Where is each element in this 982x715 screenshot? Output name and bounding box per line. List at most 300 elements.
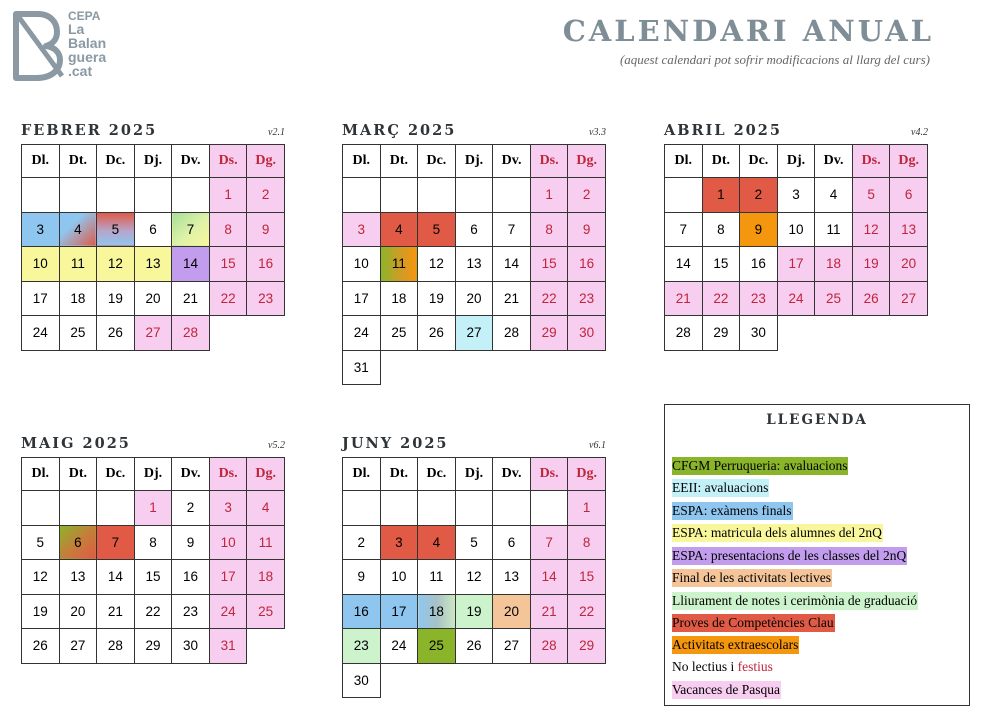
day-cell: 5 <box>97 212 135 247</box>
day-cell: 21 <box>97 594 135 629</box>
day-cell: 12 <box>455 560 493 595</box>
calendar-grid <box>342 457 606 698</box>
legend-item: Activitats extraescolars <box>672 637 799 652</box>
weekday-header-row <box>665 145 928 178</box>
weekday-label: Dg. <box>568 145 606 178</box>
blank-day-cell <box>59 491 97 526</box>
week-row <box>22 560 285 595</box>
blank-day-cell <box>380 491 418 526</box>
weekday-label: Dt. <box>702 145 740 178</box>
day-cell: 27 <box>493 629 531 664</box>
day-cell: 14 <box>665 247 703 282</box>
blank-day-cell <box>530 491 568 526</box>
empty-cell <box>418 350 456 385</box>
day-cell: 2 <box>172 491 210 526</box>
day-cell: 11 <box>59 247 97 282</box>
day-cell: 6 <box>134 212 172 247</box>
day-cell: 10 <box>209 525 247 560</box>
day-cell: 22 <box>134 594 172 629</box>
legend-item: Vacances de Pasqua <box>672 682 780 697</box>
day-cell: 26 <box>418 316 456 351</box>
day-cell: 15 <box>209 247 247 282</box>
weekday-label: Dv. <box>172 145 210 178</box>
week-row <box>343 663 606 698</box>
day-cell: 27 <box>890 281 928 316</box>
day-cell: 22 <box>702 281 740 316</box>
day-cell: 5 <box>418 212 456 247</box>
blank-day-cell <box>22 178 60 213</box>
empty-cell <box>568 350 606 385</box>
logo-mark-icon <box>10 10 68 82</box>
weekday-label: Dt. <box>59 145 97 178</box>
legend-item: ESPA: presentacions de les classes del 2nQ <box>672 548 907 563</box>
day-cell: 2 <box>343 525 381 560</box>
legend <box>664 404 970 706</box>
empty-cell <box>209 316 247 351</box>
day-cell: 10 <box>777 212 815 247</box>
month-febrer <box>21 118 285 351</box>
day-cell: 25 <box>247 594 285 629</box>
day-cell: 1 <box>702 178 740 213</box>
month-version: v4.2 <box>911 127 928 138</box>
weekday-label: Dv. <box>172 458 210 491</box>
weekday-label: Dc. <box>740 145 778 178</box>
weekday-label: Dj. <box>134 458 172 491</box>
day-cell: 9 <box>247 212 285 247</box>
legend-item: ESPA: exàmens finals <box>672 503 792 518</box>
day-cell: 11 <box>380 247 418 282</box>
day-cell: 3 <box>343 212 381 247</box>
month-title: FEBRER 2025 <box>21 122 158 139</box>
day-cell: 22 <box>568 594 606 629</box>
day-cell: 24 <box>343 316 381 351</box>
day-cell: 13 <box>134 247 172 282</box>
blank-day-cell <box>172 178 210 213</box>
legend-item: Proves de Competències Clau <box>672 615 834 630</box>
day-cell: 19 <box>455 594 493 629</box>
day-cell: 28 <box>172 316 210 351</box>
weekday-label: Ds. <box>530 458 568 491</box>
blank-day-cell <box>134 178 172 213</box>
day-cell: 19 <box>97 281 135 316</box>
day-cell: 21 <box>172 281 210 316</box>
blank-day-cell <box>343 491 381 526</box>
day-cell: 5 <box>852 178 890 213</box>
week-row <box>22 316 285 351</box>
day-cell: 28 <box>493 316 531 351</box>
week-row <box>343 491 606 526</box>
weekday-label: Dj. <box>455 458 493 491</box>
weekday-label: Dt. <box>59 458 97 491</box>
week-row <box>22 212 285 247</box>
blank-day-cell <box>418 491 456 526</box>
day-cell: 13 <box>890 212 928 247</box>
empty-cell <box>455 663 493 698</box>
blank-day-cell <box>493 491 531 526</box>
day-cell: 19 <box>418 281 456 316</box>
day-cell: 3 <box>22 212 60 247</box>
day-cell: 21 <box>530 594 568 629</box>
day-cell: 28 <box>97 629 135 664</box>
day-cell: 17 <box>380 594 418 629</box>
day-cell: 8 <box>702 212 740 247</box>
day-cell: 30 <box>740 316 778 351</box>
day-cell: 6 <box>890 178 928 213</box>
month-version: v5.2 <box>268 440 285 451</box>
week-row <box>22 629 285 664</box>
day-cell: 9 <box>740 212 778 247</box>
day-cell: 14 <box>172 247 210 282</box>
day-cell: 23 <box>568 281 606 316</box>
day-cell: 11 <box>418 560 456 595</box>
blank-day-cell <box>418 178 456 213</box>
month-version: v6.1 <box>589 440 606 451</box>
week-row <box>665 281 928 316</box>
weekday-label: Dc. <box>418 458 456 491</box>
week-row <box>343 281 606 316</box>
weekday-header-row <box>22 145 285 178</box>
empty-cell <box>455 350 493 385</box>
day-cell: 5 <box>455 525 493 560</box>
day-cell: 24 <box>777 281 815 316</box>
day-cell: 23 <box>740 281 778 316</box>
day-cell: 8 <box>134 525 172 560</box>
day-cell: 25 <box>59 316 97 351</box>
weekday-label: Dl. <box>343 458 381 491</box>
day-cell: 16 <box>343 594 381 629</box>
day-cell: 12 <box>22 560 60 595</box>
legend-item: Final de les activitats lectives <box>672 570 831 585</box>
day-cell: 31 <box>209 629 247 664</box>
weekday-label: Dv. <box>493 145 531 178</box>
month-marc <box>342 118 606 385</box>
day-cell: 4 <box>815 178 853 213</box>
day-cell: 6 <box>59 525 97 560</box>
week-row <box>343 629 606 664</box>
blank-day-cell <box>97 178 135 213</box>
logo-text-guera: guera <box>68 49 107 65</box>
day-cell: 12 <box>97 247 135 282</box>
day-cell: 25 <box>418 629 456 664</box>
day-cell: 28 <box>530 629 568 664</box>
day-cell: 14 <box>97 560 135 595</box>
weekday-label: Dl. <box>343 145 381 178</box>
day-cell: 9 <box>343 560 381 595</box>
day-cell: 22 <box>530 281 568 316</box>
page-title: CALENDARI ANUAL <box>562 14 934 48</box>
day-cell: 4 <box>59 212 97 247</box>
day-cell: 15 <box>530 247 568 282</box>
week-row <box>343 316 606 351</box>
day-cell: 27 <box>455 316 493 351</box>
day-cell: 28 <box>665 316 703 351</box>
logo-text-cepa: CEPA <box>68 9 101 23</box>
legend-item: Lliurament de notes i cerimònia de graduació <box>672 593 918 608</box>
weekday-label: Dj. <box>777 145 815 178</box>
week-row <box>343 247 606 282</box>
day-cell: 21 <box>665 281 703 316</box>
day-cell: 19 <box>22 594 60 629</box>
day-cell: 31 <box>343 350 381 385</box>
empty-cell <box>815 316 853 351</box>
weekday-header-row <box>343 458 606 491</box>
day-cell: 3 <box>380 525 418 560</box>
day-cell: 30 <box>343 663 381 698</box>
day-cell: 13 <box>59 560 97 595</box>
legend-item: EEII: avaluacions <box>672 480 769 495</box>
day-cell: 7 <box>97 525 135 560</box>
day-cell: 30 <box>568 316 606 351</box>
week-row <box>22 525 285 560</box>
day-cell: 16 <box>247 247 285 282</box>
weekday-label: Dt. <box>380 458 418 491</box>
day-cell: 17 <box>343 281 381 316</box>
weekday-label: Dg. <box>890 145 928 178</box>
weekday-label: Ds. <box>530 145 568 178</box>
empty-cell <box>247 629 285 664</box>
day-cell: 21 <box>493 281 531 316</box>
day-cell: 5 <box>22 525 60 560</box>
legend-text-festius: festius <box>737 659 773 674</box>
day-cell: 20 <box>455 281 493 316</box>
day-cell: 23 <box>247 281 285 316</box>
day-cell: 4 <box>380 212 418 247</box>
week-row <box>343 212 606 247</box>
week-row <box>22 594 285 629</box>
legend-item: ESPA: matricula dels alumnes del 2nQ <box>672 525 882 540</box>
weekday-label: Dg. <box>568 458 606 491</box>
day-cell: 17 <box>22 281 60 316</box>
week-row <box>22 247 285 282</box>
day-cell: 4 <box>418 525 456 560</box>
week-row <box>343 594 606 629</box>
calendar-grid <box>21 457 285 664</box>
day-cell: 18 <box>59 281 97 316</box>
blank-day-cell <box>380 178 418 213</box>
day-cell: 1 <box>209 178 247 213</box>
weekday-label: Dt. <box>380 145 418 178</box>
day-cell: 1 <box>530 178 568 213</box>
blank-day-cell <box>343 178 381 213</box>
day-cell: 20 <box>59 594 97 629</box>
weekday-header-row <box>343 145 606 178</box>
day-cell: 26 <box>97 316 135 351</box>
empty-cell <box>493 663 531 698</box>
weekday-label: Dl. <box>22 145 60 178</box>
weekday-label: Dj. <box>455 145 493 178</box>
weekday-label: Dg. <box>247 458 285 491</box>
day-cell: 29 <box>702 316 740 351</box>
blank-day-cell <box>455 491 493 526</box>
week-row <box>343 560 606 595</box>
day-cell: 29 <box>530 316 568 351</box>
day-cell: 8 <box>530 212 568 247</box>
week-row <box>665 212 928 247</box>
day-cell: 23 <box>343 629 381 664</box>
day-cell: 15 <box>568 560 606 595</box>
cepa-logo <box>10 8 120 82</box>
blank-day-cell <box>22 491 60 526</box>
empty-cell <box>493 350 531 385</box>
weekday-label: Dc. <box>97 458 135 491</box>
day-cell: 12 <box>418 247 456 282</box>
day-cell: 15 <box>134 560 172 595</box>
day-cell: 20 <box>890 247 928 282</box>
empty-cell <box>890 316 928 351</box>
weekday-label: Dj. <box>134 145 172 178</box>
day-cell: 16 <box>740 247 778 282</box>
legend-title: LLEGENDA <box>766 412 868 428</box>
day-cell: 15 <box>702 247 740 282</box>
day-cell: 3 <box>777 178 815 213</box>
day-cell: 27 <box>59 629 97 664</box>
day-cell: 29 <box>568 629 606 664</box>
day-cell: 20 <box>493 594 531 629</box>
day-cell: 7 <box>665 212 703 247</box>
week-row <box>22 281 285 316</box>
weekday-label: Dl. <box>22 458 60 491</box>
calendar-grid <box>21 144 285 351</box>
day-cell: 6 <box>493 525 531 560</box>
month-abril <box>664 118 928 351</box>
weekday-label: Dv. <box>815 145 853 178</box>
day-cell: 16 <box>568 247 606 282</box>
week-row <box>343 178 606 213</box>
day-cell: 6 <box>455 212 493 247</box>
day-cell: 27 <box>134 316 172 351</box>
week-row <box>343 350 606 385</box>
day-cell: 30 <box>172 629 210 664</box>
day-cell: 7 <box>493 212 531 247</box>
day-cell: 2 <box>247 178 285 213</box>
day-cell: 2 <box>740 178 778 213</box>
logo-text-cat: .cat <box>68 63 93 79</box>
empty-cell <box>418 663 456 698</box>
day-cell: 8 <box>568 525 606 560</box>
day-cell: 14 <box>493 247 531 282</box>
empty-cell <box>530 663 568 698</box>
legend-text: No lectius i <box>672 659 738 674</box>
day-cell: 11 <box>247 525 285 560</box>
week-row <box>665 247 928 282</box>
day-cell: 24 <box>209 594 247 629</box>
blank-day-cell <box>493 178 531 213</box>
month-title: ABRIL 2025 <box>664 122 782 139</box>
day-cell: 14 <box>530 560 568 595</box>
day-cell: 17 <box>777 247 815 282</box>
empty-cell <box>530 350 568 385</box>
empty-cell <box>568 663 606 698</box>
month-juny <box>342 431 606 698</box>
day-cell: 4 <box>247 491 285 526</box>
day-cell: 12 <box>852 212 890 247</box>
day-cell: 8 <box>209 212 247 247</box>
month-title: JUNY 2025 <box>342 435 449 452</box>
empty-cell <box>380 663 418 698</box>
month-version: v3.3 <box>589 127 606 138</box>
weekday-label: Dv. <box>493 458 531 491</box>
weekday-label: Dg. <box>247 145 285 178</box>
day-cell: 10 <box>22 247 60 282</box>
week-row <box>22 491 285 526</box>
weekday-label: Ds. <box>209 458 247 491</box>
day-cell: 10 <box>380 560 418 595</box>
day-cell: 20 <box>134 281 172 316</box>
day-cell: 1 <box>568 491 606 526</box>
blank-day-cell <box>97 491 135 526</box>
day-cell: 9 <box>172 525 210 560</box>
day-cell: 7 <box>530 525 568 560</box>
day-cell: 24 <box>22 316 60 351</box>
logo-text-balan: Balan <box>68 35 107 51</box>
day-cell: 18 <box>380 281 418 316</box>
legend-item: CFGM Perruqueria: avaluacions <box>672 458 848 473</box>
page-subtitle: (aquest calendari pot sofrir modificacions al llarg del curs) <box>619 52 930 67</box>
legend-item <box>672 658 774 676</box>
day-cell: 18 <box>418 594 456 629</box>
empty-cell <box>777 316 815 351</box>
day-cell: 2 <box>568 178 606 213</box>
day-cell: 3 <box>209 491 247 526</box>
month-version: v2.1 <box>268 127 285 138</box>
day-cell: 13 <box>493 560 531 595</box>
day-cell: 9 <box>568 212 606 247</box>
day-cell: 26 <box>455 629 493 664</box>
day-cell: 23 <box>172 594 210 629</box>
day-cell: 18 <box>815 247 853 282</box>
week-row <box>22 178 285 213</box>
week-row <box>665 178 928 213</box>
day-cell: 18 <box>247 560 285 595</box>
month-maig <box>21 431 285 664</box>
week-row <box>665 316 928 351</box>
weekday-label: Dc. <box>97 145 135 178</box>
logo-text-la: La <box>68 21 85 37</box>
day-cell: 25 <box>815 281 853 316</box>
day-cell: 25 <box>380 316 418 351</box>
day-cell: 1 <box>134 491 172 526</box>
day-cell: 24 <box>380 629 418 664</box>
day-cell: 10 <box>343 247 381 282</box>
day-cell: 29 <box>134 629 172 664</box>
blank-day-cell <box>665 178 703 213</box>
day-cell: 17 <box>209 560 247 595</box>
month-title: MARÇ 2025 <box>342 122 457 139</box>
day-cell: 26 <box>22 629 60 664</box>
week-row <box>343 525 606 560</box>
day-cell: 13 <box>455 247 493 282</box>
weekday-label: Ds. <box>209 145 247 178</box>
weekday-label: Dl. <box>665 145 703 178</box>
weekday-header-row <box>22 458 285 491</box>
day-cell: 11 <box>815 212 853 247</box>
day-cell: 26 <box>852 281 890 316</box>
empty-cell <box>247 316 285 351</box>
calendar-grid <box>664 144 928 351</box>
empty-cell <box>852 316 890 351</box>
calendar-grid <box>342 144 606 385</box>
blank-day-cell <box>59 178 97 213</box>
blank-day-cell <box>455 178 493 213</box>
day-cell: 19 <box>852 247 890 282</box>
month-title: MAIG 2025 <box>21 435 131 452</box>
empty-cell <box>380 350 418 385</box>
day-cell: 22 <box>209 281 247 316</box>
day-cell: 7 <box>172 212 210 247</box>
weekday-label: Dc. <box>418 145 456 178</box>
day-cell: 16 <box>172 560 210 595</box>
weekday-label: Ds. <box>852 145 890 178</box>
